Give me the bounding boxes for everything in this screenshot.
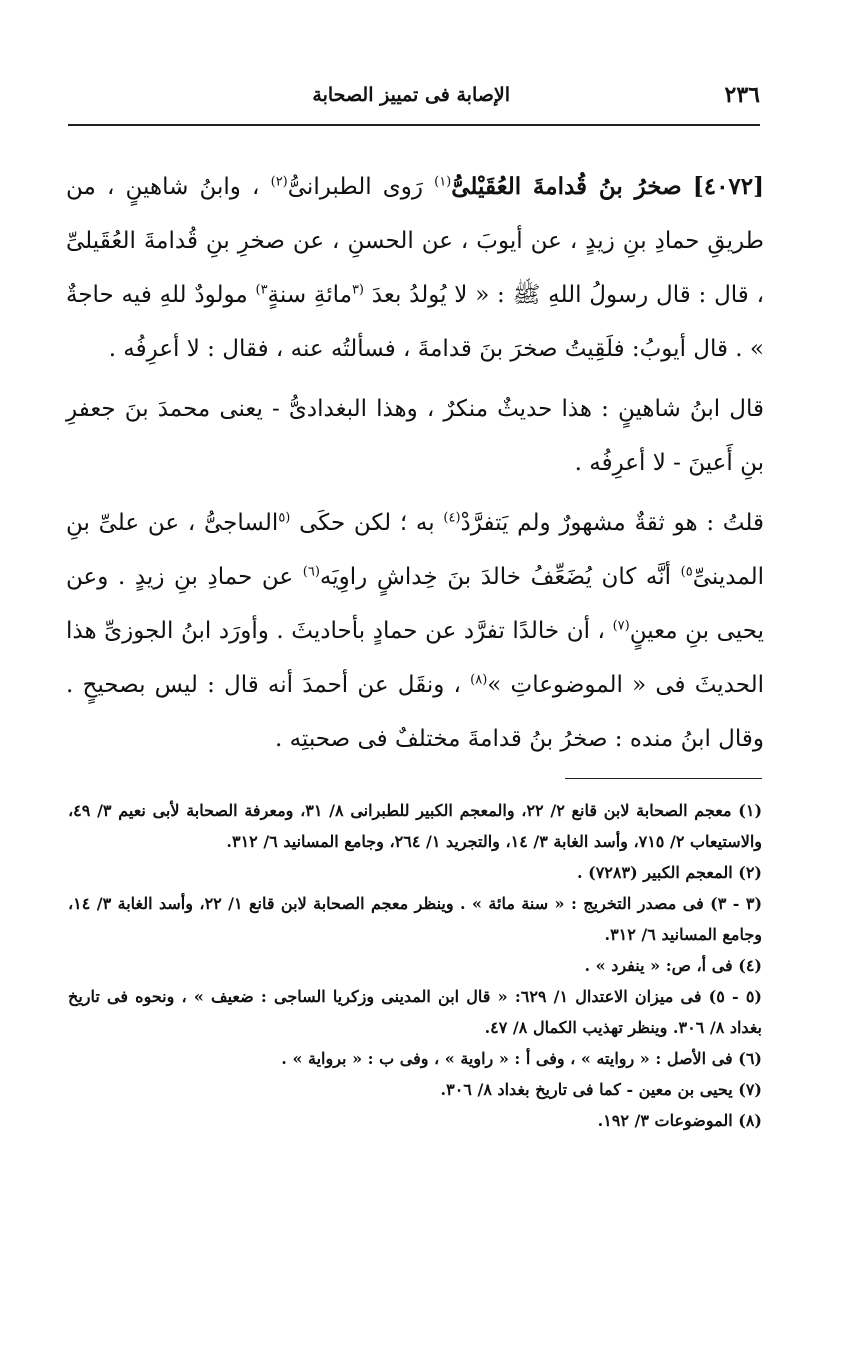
commentary-text: به ؛ لكن حكَى — [299, 510, 435, 536]
footnote-2: (٢) المعجم الكبير (٧٢٨٣) . — [576, 863, 762, 882]
footnote-marker: (٧) — [612, 618, 630, 634]
entry-text: مولودٌ للهِ فيه حاجةٌ » . قال أيوبُ: فلَقِيتُ صخرَ بنَ قدامةَ ، فسألتُه عنه ، فقال : لا أعرِفُه . — [66, 282, 764, 362]
header-rule — [68, 124, 760, 126]
main-text — [66, 160, 764, 766]
commentary-text: ، أن خالدًا تفرَّد عن حمادٍ بأحاديثَ . وأورَد ابنُ الجوزىِّ هذا الحديثَ فى « الموضوعاتِ » — [66, 618, 764, 698]
entry-name: صخرُ بنُ قُدامةَ العُقَيْلىُّ — [451, 173, 682, 200]
footnote-1: (١) معجم الصحابة لابن قانع ٢/ ٢٢، والمعجم الكبير للطبرانى ٨/ ٣١، ومعرفة الصحابة لأبى نعيم ٣/ ٤٩، والاستيعاب ٢/ ٧١٥، وأسد الغابة ٣/ ١٤، والتجريد ١/ ٢٦٤، وجامع المسانيد ٦/ ٣١٢. — [68, 801, 763, 851]
page-number: ٢٣٦ — [724, 82, 760, 108]
footnote-marker: (٦) — [302, 564, 320, 580]
footnote-marker: ٣) — [255, 282, 268, 298]
footnote-marker: (٣ — [351, 282, 364, 298]
footnote-7: (٧) يحيى بن معين - كما فى تاريخ بغداد ٨/ ٣٠٦. — [440, 1080, 762, 1099]
footnote-5: (٥ - ٥) فى ميزان الاعتدال ١/ ٦٢٩: « قال ابن المدينى وزكريا الساجى : ضعيف » ، ونحوه فى تاريخ بغداد ٨/ ٣٠٦. وينظر تهذيب الكمال ٨/ ٤٧. — [68, 987, 762, 1037]
commentary-paragraph — [66, 496, 764, 766]
footnote-marker: (٢) — [270, 174, 288, 190]
footnote-separator — [565, 778, 762, 779]
footnote-marker: (٥ — [278, 510, 291, 526]
footnote-3: (٣ - ٣) فى مصدر التخريج : « سنة مائة » . وينظر معجم الصحابة لابن قانع ١/ ٢٢، وأسد الغابة ٣/ ١٤، وجامع المسانيد ٦/ ٣١٢. — [68, 894, 763, 944]
entry-text: ، وابنُ شاهينٍ ، من طريقِ حمادِ بنِ زيدٍ ، عن أيوبَ ، عن الحسنِ ، عن صخرِ بنِ قُدامةَ العُقَيلىِّ ، قال : قال رسولُ اللهِ ﷺ : « لا يُولدُ بعدَ — [66, 174, 765, 308]
commentary-text: الساجىُّ ، عن علىِّ بنِ المدينىِّ — [66, 510, 765, 590]
footnote-marker: ٥) — [680, 564, 693, 580]
footnote-6: (٦) فى الأصل : « روايته » ، وفى أ : « راوية » ، وفى ب : « برواية » . — [281, 1049, 762, 1068]
footnote-marker: (٤) — [443, 510, 461, 526]
entry-text: رَوى الطبرانىُّ — [287, 174, 423, 200]
entry-text: مائةِ سنةٍ — [267, 282, 352, 308]
ibn-shahin-paragraph: قال ابنُ شاهينٍ : هذا حديثٌ منكرٌ ، وهذا البغدادىُّ - يعنى محمدَ بنَ جعفرِ بنِ أَعينَ - لا أعرِفُه . — [66, 396, 764, 476]
entry-number: [٤٠٧٢] — [692, 173, 765, 200]
footnote-4: (٤) فى أ، ص: « ينفرد » . — [584, 956, 762, 975]
commentary-text: أنَّه كان يُضَعِّفُ خالدَ بنَ خِداشٍ راوِيَه — [319, 564, 672, 590]
footnote-marker: (٨) — [470, 672, 488, 688]
footnotes — [68, 795, 762, 1136]
footnote-marker: (١) — [434, 174, 452, 190]
running-title: الإصابة فى تمييز الصحابة — [312, 84, 510, 106]
page-header — [68, 82, 760, 122]
footnote-8: (٨) الموضوعات ٣/ ١٩٢. — [597, 1111, 762, 1130]
commentary-text: ، ونقَل عن أحمدَ أنه قال : ليس بصحيحٍ . وقال ابنُ منده : صخرُ بنُ قدامةَ مختلفٌ فى صحبتِه . — [66, 672, 764, 752]
commentary-text: قلتُ : هو ثقةٌ مشهورٌ ولم يَتفرَّدْ — [460, 510, 764, 536]
entry-paragraph — [66, 160, 764, 376]
commentary-text: عن حمادِ بنِ زيدٍ . وعن يحيى بنِ معينٍ — [66, 564, 764, 644]
